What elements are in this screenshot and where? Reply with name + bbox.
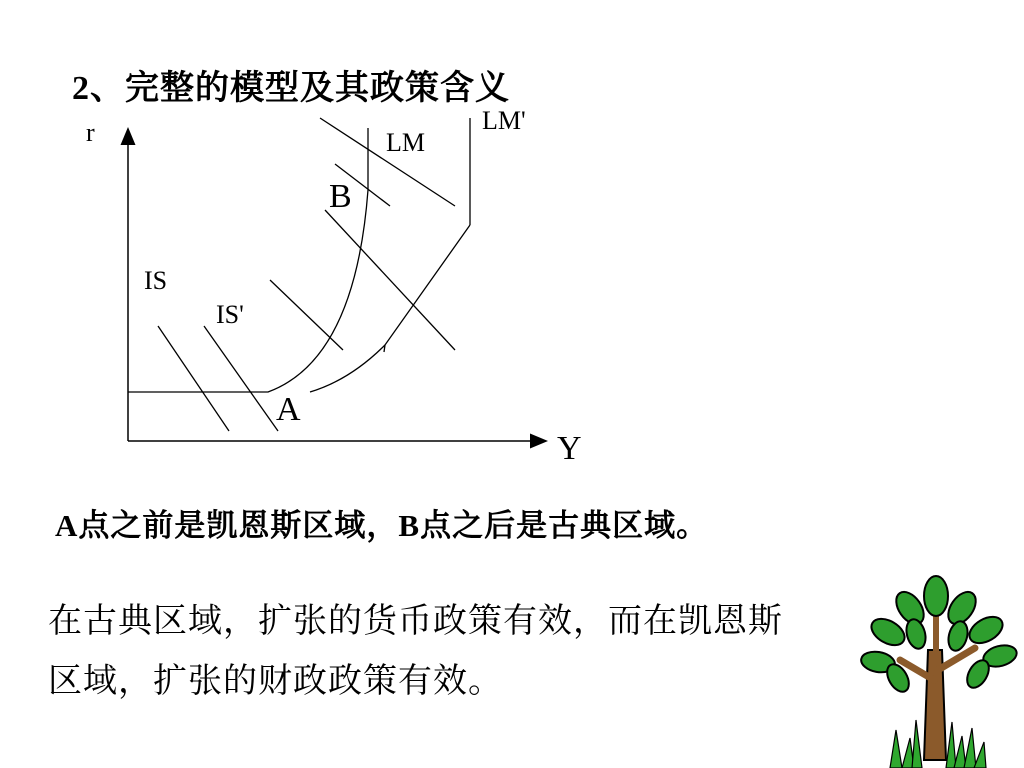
caption-a-mark: A [55,508,79,543]
policy-note [48,592,898,712]
is-line-lower [158,326,229,431]
caption-part1: 点之前是凯恩斯区域， [78,508,399,543]
lm-prime-curve [310,225,470,392]
policy-note-line1: 在古典区域，扩张的货币政策有效，而在凯恩斯 [48,603,783,640]
page-title: 2、完整的模型及其政策含义 [72,70,510,107]
point-b-label: B [329,178,352,215]
lm-prime-label: LM' [482,106,526,135]
is-prime-label: IS' [216,300,244,329]
caption-part2: 点之后是古典区域。 [420,508,709,543]
is-line-middle [270,280,343,350]
tree-icon [850,570,1020,768]
is-prime-line-lower [204,326,278,431]
lm-label: LM [386,128,425,157]
region-caption [55,500,708,545]
axis-y-label: Y [557,430,582,467]
axis-r-label: r [86,118,95,147]
caption-b-mark: B [398,508,421,543]
is-label: IS [144,266,168,295]
is-prime-line-middle [325,210,455,350]
policy-note-line2: 区域，扩张的财政政策有效。 [48,663,503,700]
point-a-label: A [276,391,301,428]
